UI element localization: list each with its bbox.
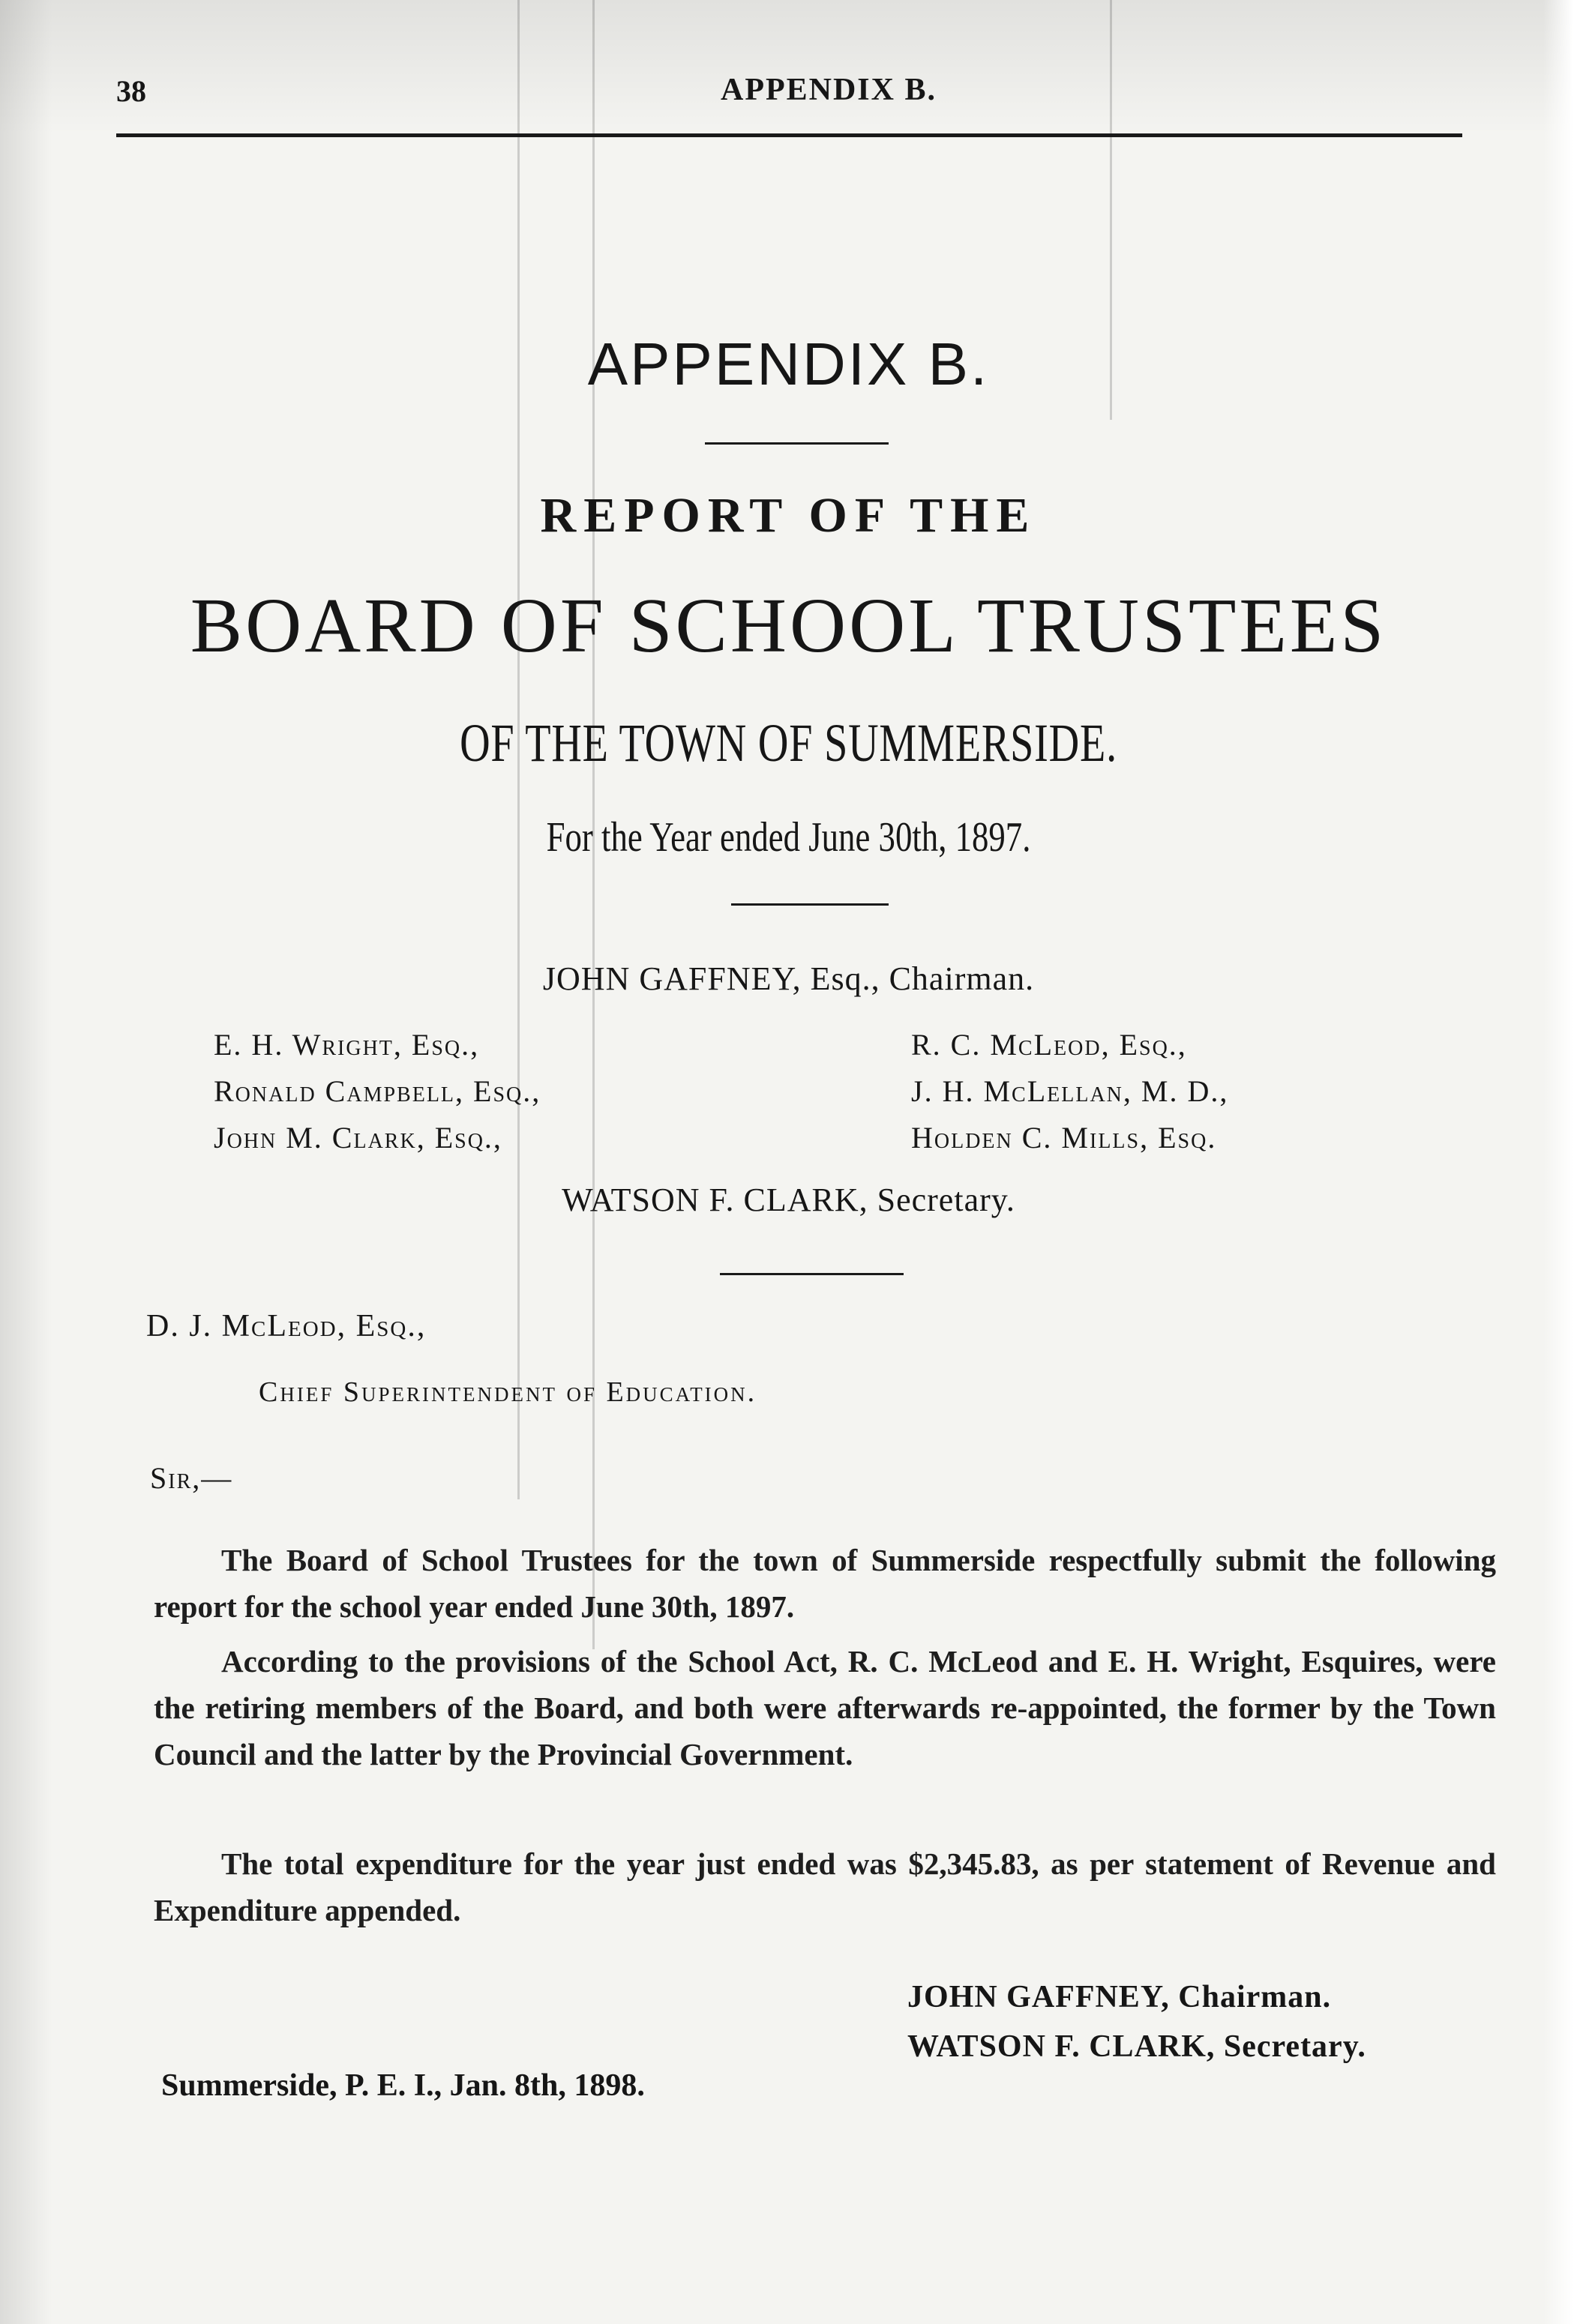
signature-secretary: WATSON F. CLARK, Secretary. xyxy=(907,2029,1366,2064)
member-left: Ronald Campbell, Esq., xyxy=(214,1074,541,1108)
secretary-line: WATSON F. CLARK, Secretary. xyxy=(562,1181,1015,1218)
header-rule xyxy=(116,133,1462,137)
divider xyxy=(705,442,889,445)
board-heading: BOARD OF SCHOOL TRUSTEES xyxy=(190,582,1387,669)
paragraph: The Board of School Trustees for the town of Summerside respectfully submit the following report for the school year ended June 30th, 1897. xyxy=(154,1543,1496,1624)
running-head xyxy=(116,66,1466,133)
paragraph: According to the provisions of the School Act, R. C. McLeod and E. H. Wright, Esquires, were the retiring members of the Board, and both were afterwards re-appointed, the former by the Town Council and the latter by the Provincial Government. xyxy=(154,1644,1496,1771)
divider xyxy=(731,903,889,906)
running-title: APPENDIX B. xyxy=(720,73,937,107)
year-line: For the Year ended June 30th, 1897. xyxy=(546,814,1031,861)
signature-chairman: JOHN GAFFNEY, Chairman. xyxy=(907,1980,1332,2014)
paragraph: The total expenditure for the year just ended was $2,345.83, as per statement of Revenue and Expenditure appended. xyxy=(154,1846,1496,1927)
addressee: D. J. McLeod, Esq., xyxy=(146,1309,427,1343)
addressee-title: Chief Superintendent of Education. xyxy=(259,1376,757,1408)
divider xyxy=(720,1273,904,1275)
member-left: E. H. Wright, Esq., xyxy=(214,1028,480,1062)
page-number: 38 xyxy=(116,74,146,108)
member-right: J. H. McLellan, M. D., xyxy=(911,1074,1229,1108)
report-heading: REPORT OF THE xyxy=(540,488,1037,543)
member-right: Holden C. Mills, Esq. xyxy=(911,1121,1217,1155)
appendix-heading: APPENDIX B. xyxy=(587,331,990,397)
place-date: Summerside, P. E. I., Jan. 8th, 1898. xyxy=(161,2068,645,2103)
chairman-line: JOHN GAFFNEY, Esq., Chairman. xyxy=(542,960,1035,997)
member-right: R. C. McLeod, Esq., xyxy=(911,1028,1187,1062)
salutation: Sir,— xyxy=(150,1461,233,1495)
member-left: John M. Clark, Esq., xyxy=(214,1121,502,1155)
town-heading: OF THE TOWN OF SUMMERSIDE. xyxy=(460,713,1117,773)
